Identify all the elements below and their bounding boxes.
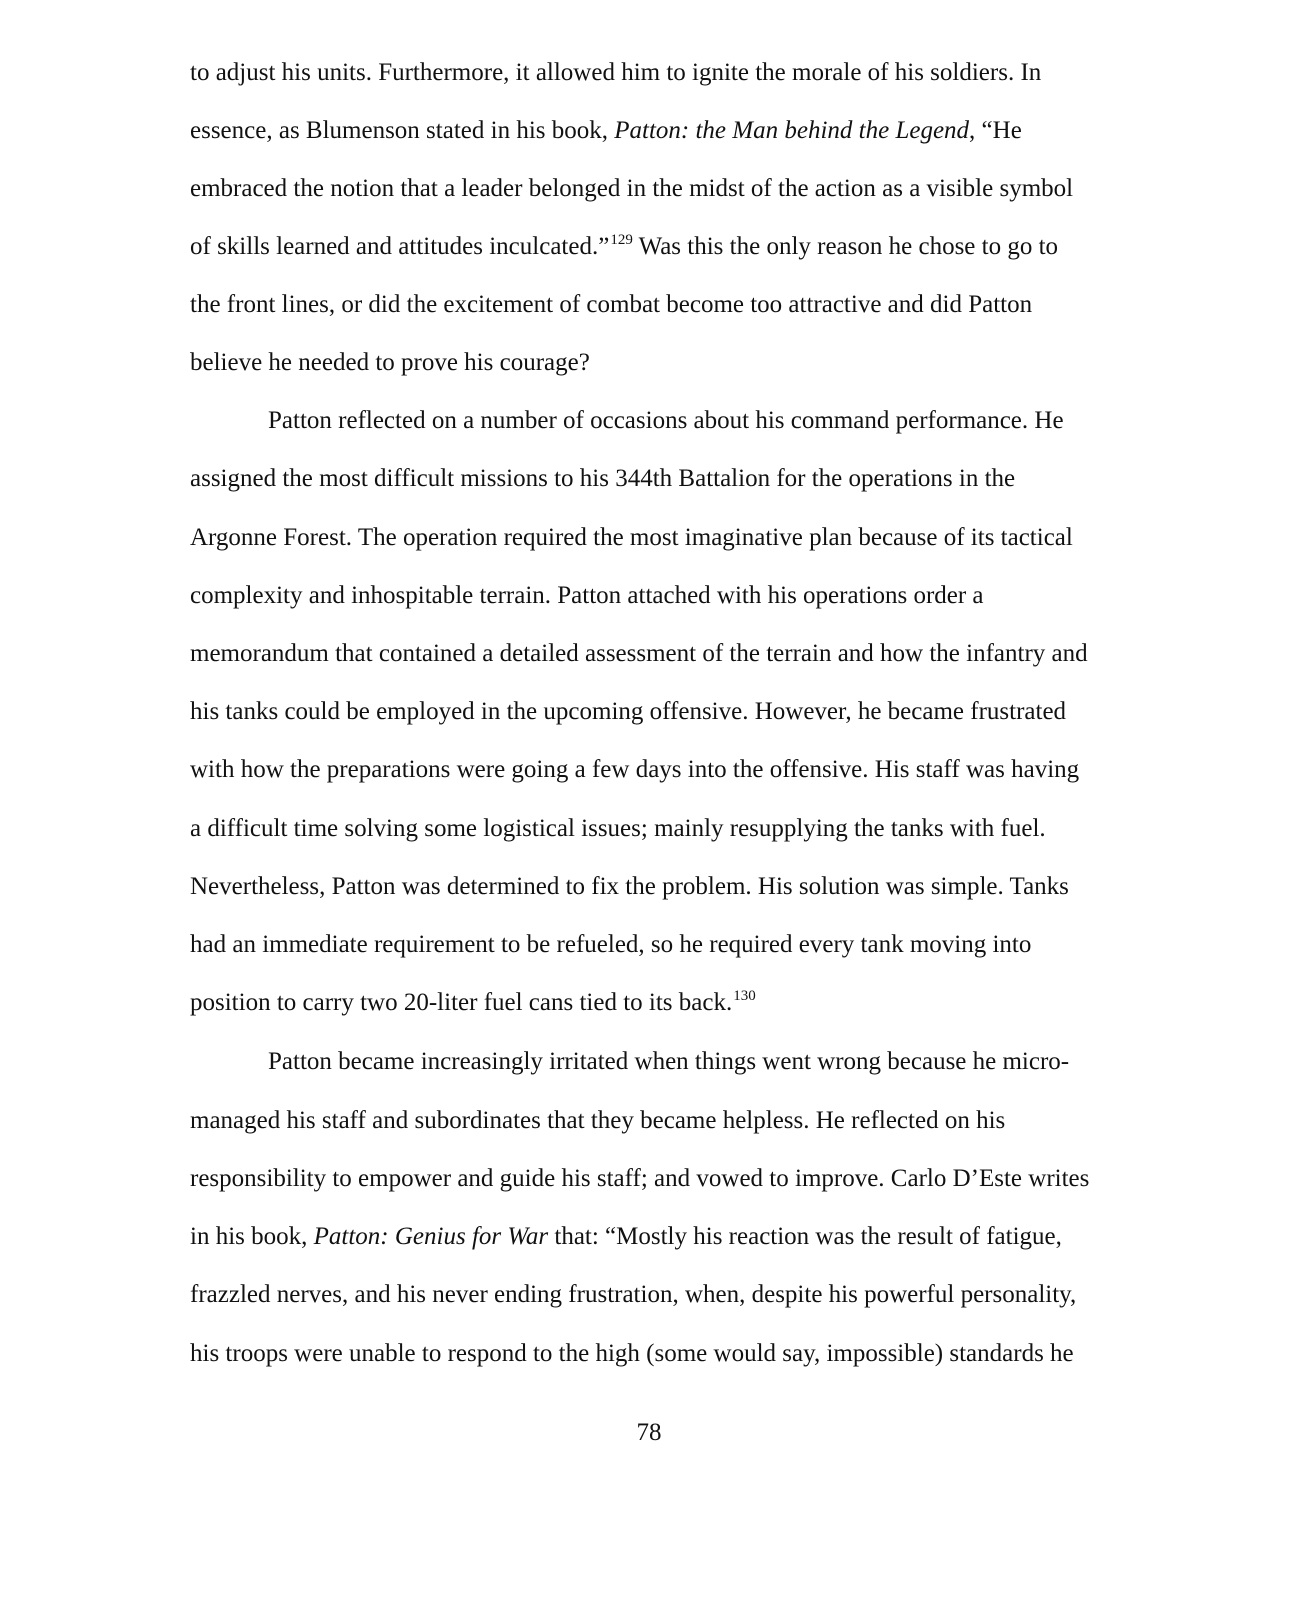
line-text: essence, as Blumenson stated in his book, (190, 117, 615, 144)
line-text: managed his staff and subordinates that they became helpless. He reflected on his (190, 1107, 1006, 1134)
book-title: Patton: the Man behind the Legend (614, 117, 970, 144)
text-line (190, 232, 1058, 265)
line-text: Nevertheless, Patton was determined to fix the problem. His solution was simple. Tanks (190, 873, 1069, 900)
text-line (190, 872, 1069, 902)
text-line (190, 116, 1022, 146)
text-line (190, 1222, 1062, 1252)
footnote-marker: 130 (733, 988, 756, 1004)
text-line (190, 581, 984, 611)
line-text: that: “Mostly his reaction was the result of fatigue, (548, 1223, 1062, 1250)
text-line (190, 523, 1073, 553)
line-text: , “He (969, 117, 1022, 144)
line-text: complexity and inhospitable terrain. Patton attached with his operations order a (190, 582, 984, 609)
line-text: the front lines, or did the excitement of combat become too attractive and did Patton (190, 291, 1033, 318)
line-text: Argonne Forest. The operation required the most imaginative plan because of its tactical (190, 524, 1073, 551)
text-line (190, 1164, 1089, 1194)
paragraph-first-line (268, 406, 1064, 436)
line-text: embraced the notion that a leader belonged in the midst of the action as a visible symbol (190, 175, 1074, 202)
line-text: memorandum that contained a detailed assessment of the terrain and how the infantry and (190, 640, 1088, 667)
line-text: responsibility to empower and guide his staff; and vowed to improve. Carlo D’Este writes (190, 1165, 1090, 1192)
line-text: Patton reflected on a number of occasions about his command performance. He (268, 407, 1064, 434)
text-line (190, 697, 1066, 727)
line-text: believe he needed to prove his courage? (190, 349, 590, 376)
line-text: frazzled nerves, and his never ending frustration, when, despite his powerful personality, (190, 1281, 1077, 1308)
line-text: his troops were unable to respond to the high (some would say, impossible) standards he (190, 1340, 1074, 1367)
line-text: of skills learned and attitudes inculcated.” (190, 233, 610, 260)
text-line (190, 930, 1031, 960)
line-text: assigned the most difficult missions to his 344th Battalion for the operations in the (190, 465, 1016, 492)
text-line (190, 58, 1041, 88)
text-line (190, 814, 1046, 844)
line-text: Patton became increasingly irritated when things went wrong because he micro- (268, 1048, 1070, 1075)
text-line (190, 1280, 1076, 1310)
line-text: Was this the only reason he chose to go to (632, 233, 1059, 260)
footnote-marker: 129 (610, 232, 633, 248)
text-line (190, 1339, 1074, 1369)
text-line (190, 464, 1015, 494)
line-text: to adjust his units. Furthermore, it allowed him to ignite the morale of his soldiers. In (190, 59, 1042, 86)
paragraph-first-line (268, 1047, 1069, 1077)
text-line (190, 1106, 1005, 1136)
text-line (190, 755, 1079, 785)
text-line (190, 290, 1032, 320)
line-text: his tanks could be employed in the upcoming offensive. However, he became frustrated (190, 698, 1067, 725)
line-text: position to carry two 20-liter fuel cans tied to its back. (190, 989, 733, 1016)
line-text: had an immediate requirement to be refueled, so he required every tank moving into (190, 931, 1032, 958)
text-line (190, 988, 756, 1021)
text-line (190, 348, 590, 378)
line-text: with how the preparations were going a few days into the offensive. His staff was having (190, 756, 1080, 783)
book-title: Patton: Genius for War (313, 1223, 549, 1250)
line-text: in his book, (190, 1223, 314, 1250)
line-text: a difficult time solving some logistical issues; mainly resupplying the tanks with fuel. (190, 815, 1046, 842)
text-line (190, 639, 1088, 669)
text-line (190, 174, 1073, 204)
page-number: 78 (636, 1419, 662, 1446)
